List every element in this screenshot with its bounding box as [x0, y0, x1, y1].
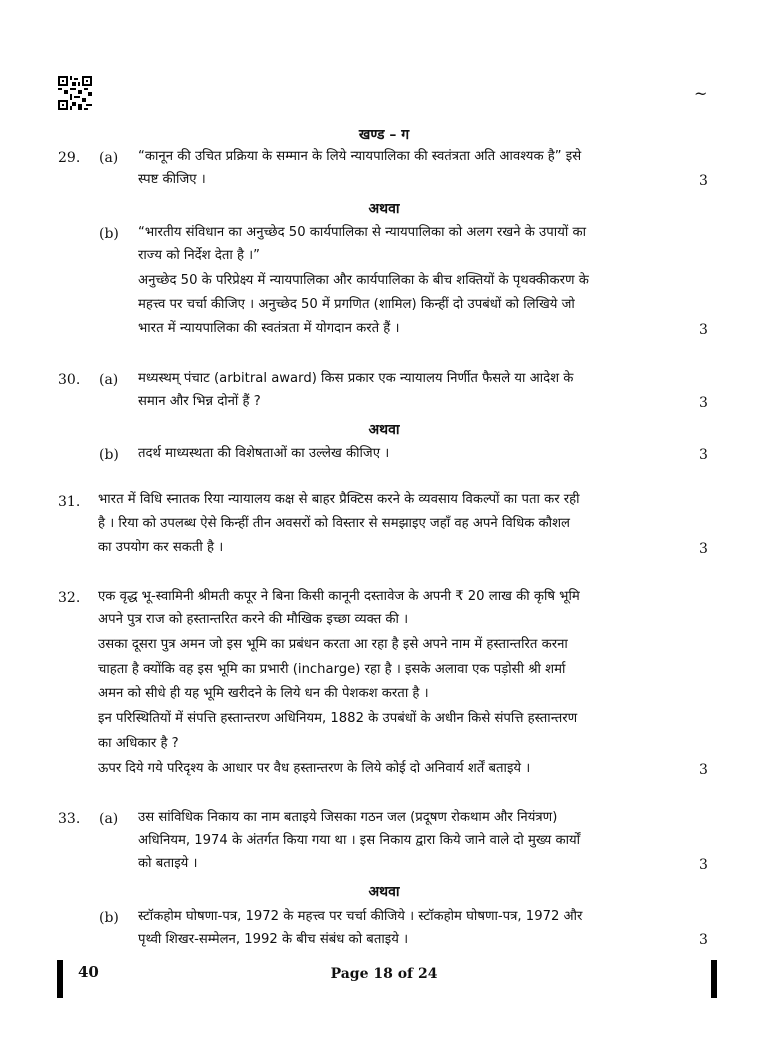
marks: 3: [699, 932, 708, 948]
question-text-line: उस सांविधिक निकाय का नाम बताइये जिसका गठन जल (प्रदूषण रोकथाम और नियंत्रण): [138, 810, 558, 825]
corner-mark: ~: [694, 84, 708, 103]
marks: 3: [699, 541, 708, 557]
question-text-line: चाहता है क्योंकि वह इस भूमि का प्रभारी (incharge) रहा है । इसके अलावा एक पड़ोसी श्री शर्मा: [98, 662, 566, 677]
part-label: (a): [99, 372, 119, 388]
part-label: (b): [99, 226, 119, 242]
marks: 3: [699, 762, 708, 778]
question-text-line: महत्त्व पर चर्चा कीजिए । अनुच्छेद 50 में प्रगणित (शामिल) किन्हीं दो उपबंधों को लिखिये जो: [138, 297, 575, 312]
part-label: (a): [99, 811, 119, 827]
or-divider: अथवा: [368, 422, 400, 438]
footer-bar-right: [711, 960, 717, 998]
marks: 3: [699, 395, 708, 411]
question-text-line: भारत में विधि स्नातक रिया न्यायालय कक्ष से बाहर प्रैक्टिस करने के व्यवसाय विकल्पों का पता कर रही: [98, 492, 580, 507]
or-divider: अथवा: [368, 884, 400, 900]
part-label: (b): [99, 910, 119, 926]
question-text-line: को बताइये ।: [138, 856, 198, 871]
question-text-line: है । रिया को उपलब्ध ऐसे किन्हीं तीन अवसरों को विस्तार से समझाइए जहाँ वह अपने विधिक कौशल: [98, 516, 570, 531]
paper-code: 40: [78, 963, 99, 981]
question-text-line: स्पष्ट कीजिए ।: [138, 172, 206, 187]
marks: 3: [699, 173, 708, 189]
question-text-line: अपने पुत्र राज को हस्तान्तरित करने की मौखिक इच्छा व्यक्त की ।: [98, 612, 409, 627]
question-text-line: ऊपर दिये गये परिदृश्य के आधार पर वैध हस्तान्तरण के लिये कोई दो अनिवार्य शर्तें बताइये ।: [98, 761, 531, 776]
page-number: Page 18 of 24: [330, 966, 438, 982]
marks: 3: [699, 322, 708, 338]
question-text-line: एक वृद्ध भू-स्वामिनी श्रीमती कपूर ने बिना किसी कानूनी दस्तावेज के अपनी ₹ 20 लाख की कृषि भूमि: [98, 589, 580, 604]
question-text-line: अमन को सीधे ही यह भूमि खरीदने के लिये धन की पेशकश करता है ।: [98, 686, 429, 701]
qr-code: [58, 76, 92, 110]
question-text-line: “भारतीय संविधान का अनुच्छेद 50 कार्यपालिका से न्यायपालिका को अलग रखने के उपायों का: [138, 225, 586, 240]
or-divider: अथवा: [368, 201, 400, 217]
question-number: 30.: [58, 372, 81, 388]
question-text-line: उसका दूसरा पुत्र अमन जो इस भूमि का प्रबंधन करता आ रहा है इसे अपने नाम में हस्तान्तरित करना: [98, 637, 568, 652]
question-text-line: “कानून की उचित प्रक्रिया के सम्मान के लिये न्यायपालिका की स्वतंत्रता अति आवश्यक है” इसे: [138, 149, 582, 164]
question-text-line: राज्य को निर्देश देता है ।”: [138, 248, 260, 263]
question-text-line: अधिनियम, 1974 के अंतर्गत किया गया था । इस निकाय द्वारा किये जाने वाले दो मुख्य कार्यों: [138, 833, 581, 848]
question-text-line: इन परिस्थितियों में संपत्ति हस्तान्तरण अधिनियम, 1882 के उपबंधों के अधीन किसे संपत्ति हस्तान्तरण: [98, 711, 578, 726]
question-text-line: समान और भिन्न दोनों हैं ?: [138, 394, 261, 409]
marks: 3: [699, 857, 708, 873]
question-text-line: तदर्थ माध्यस्थता की विशेषताओं का उल्लेख कीजिए ।: [138, 446, 390, 461]
part-label: (b): [99, 447, 119, 463]
section-title: खण्ड – ग: [358, 127, 410, 143]
question-number: 31.: [58, 494, 81, 510]
question-number: 33.: [58, 811, 81, 827]
part-label: (a): [99, 150, 119, 166]
question-number: 32.: [58, 590, 81, 606]
question-text-line: का उपयोग कर सकती है ।: [98, 540, 224, 555]
question-text-line: पृथ्वी शिखर-सम्मेलन, 1992 के बीच संबंध को बताइये ।: [138, 932, 409, 947]
question-text-line: का अधिकार है ?: [98, 736, 179, 751]
marks: 3: [699, 447, 708, 463]
question-text-line: अनुच्छेद 50 के परिप्रेक्ष्य में न्यायपालिका और कार्यपालिका के बीच शक्तियों के पृथक्कीकरण के: [138, 273, 589, 288]
question-number: 29.: [58, 150, 81, 166]
question-text-line: मध्यस्थम् पंचाट (arbitral award) किस प्रकार एक न्यायालय निर्णीत फैसले या आदेश के: [138, 371, 574, 386]
question-text-line: भारत में न्यायपालिका की स्वतंत्रता में योगदान करते हैं ।: [138, 321, 400, 336]
question-text-line: स्टॉकहोम घोषणा-पत्र, 1972 के महत्त्व पर चर्चा कीजिये । स्टॉकहोम घोषणा-पत्र, 1972 और: [138, 909, 583, 924]
